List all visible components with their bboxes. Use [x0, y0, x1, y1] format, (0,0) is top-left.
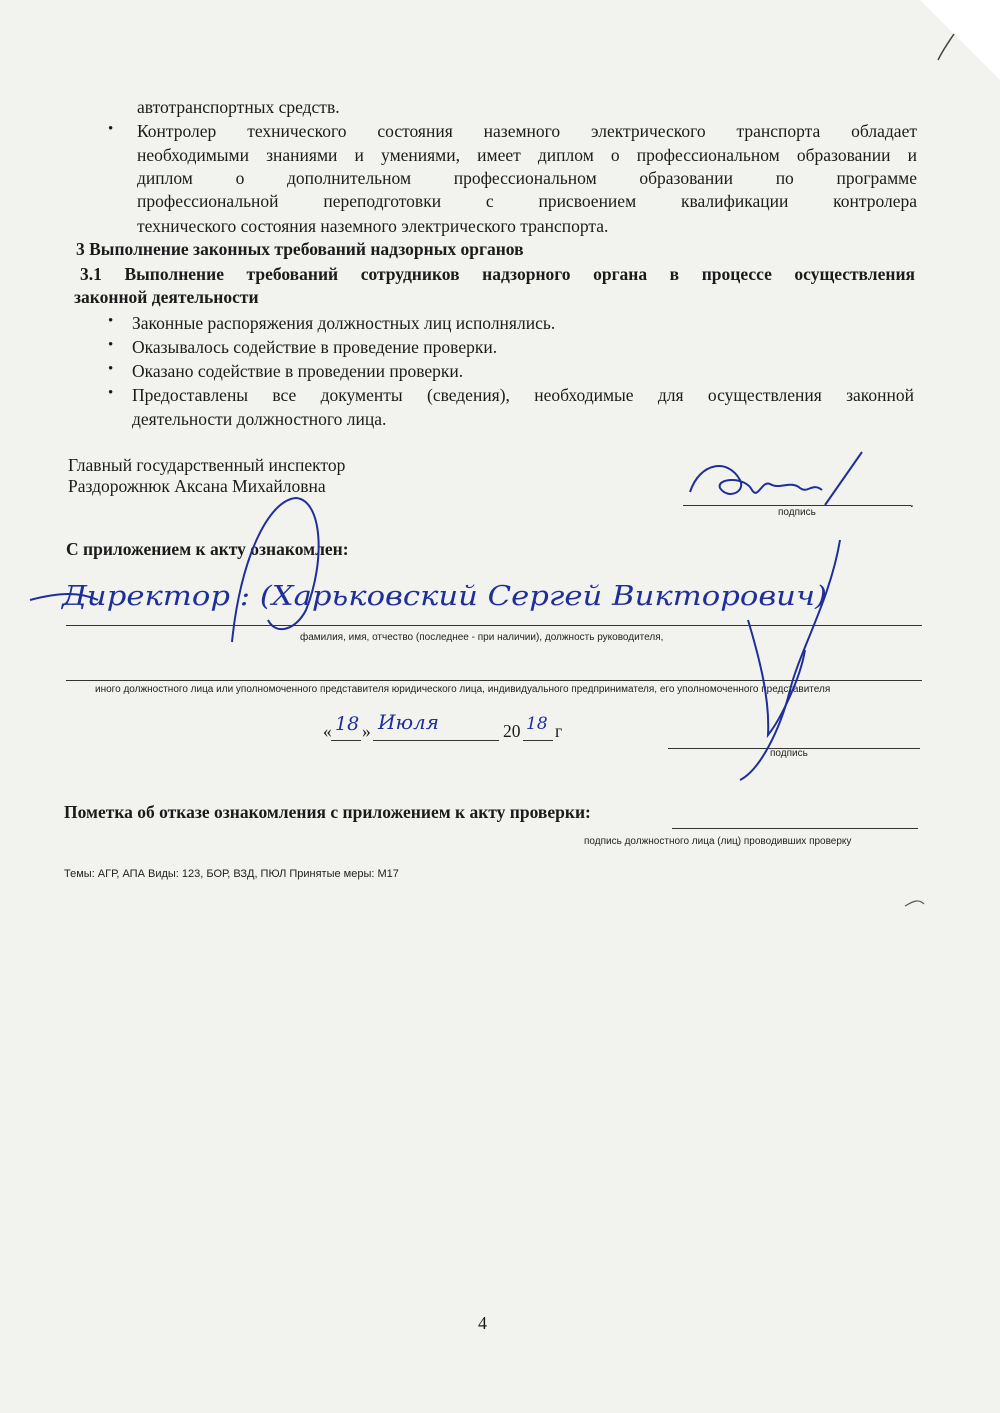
handwritten-date-year: 18	[526, 714, 548, 734]
bullet-marker: •	[108, 313, 114, 329]
item-3: Оказано содействие в проведении проверки.	[132, 361, 464, 381]
date-close-quote: »	[362, 721, 371, 741]
refusal-heading: Пометка об отказе ознакомления с приложением к акту проверки:	[64, 802, 591, 822]
item-1: Законные распоряжения должностных лиц исполнялись.	[132, 313, 556, 333]
corner-mark	[938, 34, 954, 60]
signature-line-end: .	[910, 495, 914, 511]
ack-caption-1: фамилия, имя, отчество (последнее - при наличии), должность руководителя,	[300, 632, 664, 643]
ack-signature-caption: подпись	[770, 748, 808, 759]
refusal-caption: подпись должностного лица (лиц) проводивших проверку	[584, 836, 852, 847]
bullet-marker: •	[108, 121, 114, 137]
inspector-title: Главный государственный инспектор	[68, 455, 346, 475]
bullet1-line-2: необходимыми знаниями и умениями, имеет диплом о профессиональном образовании и	[137, 145, 917, 165]
bullet1-line-5: технического состояния наземного электрического транспорта.	[137, 216, 609, 236]
director-signature-stroke	[748, 620, 805, 735]
handwritten-date-day: 18	[335, 713, 360, 735]
topics-line: Темы: АГР, АПА Виды: 123, БОР, ВЗД, ПЮЛ Принятые меры: М17	[64, 868, 399, 880]
section-3-1-line-2: законной деятельности	[74, 287, 259, 307]
section-3-1-line-1: 3.1 Выполнение требований сотрудников надзорного органа в процессе осуществления	[80, 264, 915, 284]
margin-mark	[905, 901, 924, 906]
inspector-signature	[690, 466, 822, 494]
handwritten-date-month: Июля	[378, 710, 440, 734]
ack-heading: С приложением к акту ознакомлен:	[66, 539, 349, 559]
inspector-name: Раздорожнюк Аксана Михайловна	[68, 476, 326, 496]
bullet-marker: •	[108, 361, 114, 377]
bullet1-line-1: Контролер технического состояния наземного электрического транспорта обладает	[137, 121, 917, 141]
handwritten-ack-text: Директор : (Харьковский Сергей Викторович)	[60, 581, 827, 612]
bullet-marker: •	[108, 337, 114, 353]
director-signature-tail	[740, 540, 840, 780]
bullet-marker: •	[108, 385, 114, 401]
page-number: 4	[478, 1313, 487, 1333]
signature-caption: подпись	[778, 507, 816, 518]
inspector-signature-stroke	[825, 452, 862, 505]
bullet1-line-3: диплом о дополнительном профессиональном образовании по программе	[137, 168, 917, 188]
date-open-quote: «	[323, 721, 332, 741]
continuation-line: автотранспортных средств.	[137, 97, 340, 117]
ack-caption-2: иного должностного лица или уполномоченного представителя юридического лица, индивидуального предпринимателя, его уполномоченного представителя	[95, 684, 831, 695]
item-4-line-1: Предоставлены все документы (сведения), необходимые для осуществления законной	[132, 385, 914, 405]
bullet1-line-4: профессиональной переподготовки с присвоением квалификации контролера	[137, 191, 917, 211]
date-suffix: г	[555, 721, 563, 741]
item-4-line-2: деятельности должностного лица.	[132, 409, 387, 429]
item-2: Оказывалось содействие в проведение проверки.	[132, 337, 498, 357]
director-signature-loop	[232, 498, 319, 642]
date-year-prefix: 20	[503, 721, 521, 741]
section-3-heading: 3 Выполнение законных требований надзорных органов	[76, 239, 524, 259]
